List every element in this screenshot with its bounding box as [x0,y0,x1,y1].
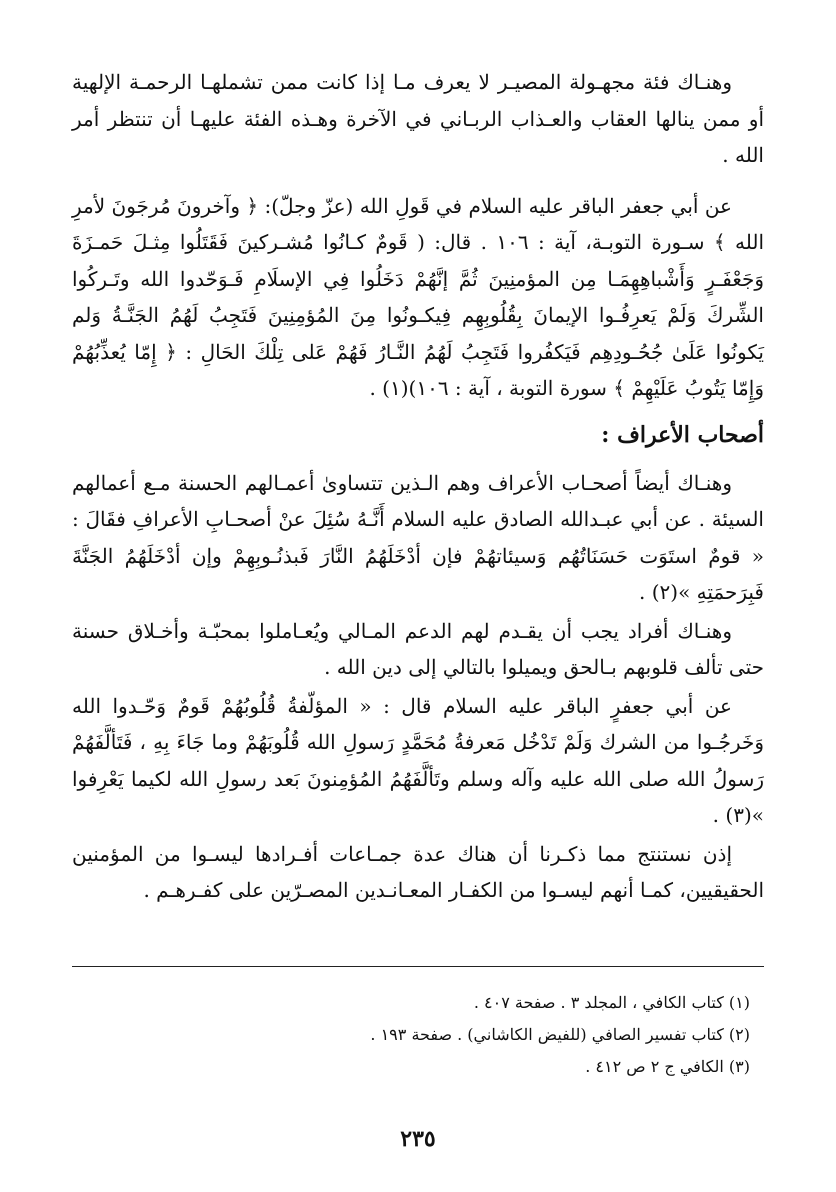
paragraph-muallafa: عن أبي جعفرٍ الباقر عليه السلام قال : « المؤلّفةُ قُلُوبُهُمْ قَومٌ وَحّـدوا الله وَخَرجُـوا من الشرك وَلَمْ تَدْخُل مَعرفةُ مُحَمَّدٍ رَسولِ الله قُلُوبَهُمْ وما جَاءَ بِهِ ، فَتَألَّفَهُمْ رَسولُ الله صلى الله عليه وآله وسلم وتَألَّفَهُمُ المُؤمِنونَ بَعد رسولِ الله لكيما يَعْرِفوا »(٣) . [72,693,764,827]
page-number: ٢٣٥ [400,1126,436,1152]
footnote: (٣) الكافي ج ٢ ص ٤١٢ . [585,1057,750,1076]
paragraph-support: وهنـاك أفراد يجب أن يقـدم لهم الدعم المـالي ويُعـاملوا بمحبّـة وأخـلاق حسنة حتى تألف قلوبهم بـالحق ويميلوا بالتالي إلى دين الله . [72,618,764,679]
footnote: (١) كتاب الكافي ، المجلد ٣ . صفحة ٤٠٧ . [473,993,750,1012]
footnotes [72,966,764,1083]
paragraph-conclusion: إذن نستنتج مما ذكـرنا أن هناك عدة جمـاعات أفـرادها ليسـوا من المؤمنين الحقيقيين، كمـا أنهم ليسـوا من الكفـار المعـانـدين المصـرّين على كفـرهـم . [72,841,764,902]
section-heading: أصحاب الأعراف : [601,421,764,448]
footnote: (٢) كتاب تفسير الصافي (للفيض الكاشاني) . صفحة ١٩٣ . [370,1025,750,1044]
main-text [72,64,764,909]
paragraph-baqir-hadith: عن أبي جعفر الباقر عليه السلام في قَولِ الله (عزّ وجلّ): ﴿ وآخرونَ مُرجَونَ لأمرِ الله ﴾ سـورة التوبـة، آية : ١٠٦ . قال: ( قَومٌ كـانُوا مُشـركينَ فَقَتَلُوا مِثـلَ حَمـزَةَ وَجَعْفَـرٍ وَأَشْباهِهِمَـا مِن المؤمنِينَ ثُمَّ إنَّهُمْ دَخَلُوا فِي الإسلَامِ فَـوَحّدوا الله وتَـركُوا الشِّركَ وَلَمْ يَعرِفُـوا الإيمانَ بِقُلُوبِهِم فِيكـونُوا مِنَ المُؤمِنِينَ فَتَجِبُ لَهُمُ الجَنَّـةُ وَلم يَكونُوا عَلَىٰ جُحُـودِهِم فَيَكفُروا فَتَجِبُ لَهُمُ النَّـارُ فَهُمْ عَلى تِلْكَ الحَالِ : ﴿ إِمّا يُعذِّبُهُمْ وَإِمّا يَتُوبُ عَلَيْهِمْ ﴾ سورة التوبة ، آية : ١٠٦)(١) . [72,193,764,400]
paragraph-araf: وهنـاك أيضاً أصحـاب الأعراف وهم الـذين تتساوىٰ أعمـالهم الحسنة مـع أعمالهم السيئة . عن أبي عبـدالله الصادق عليه السلام أَنَّـهُ سُئِلَ عنْ أصحـابِ الأعرافِ فقَالَ : « قومٌ استَوَت حَسَنَاتُهُم وَسيئاتهُمْ فإن أدْخَلَهُمُ النَّارَ فَبذنُـوبِهِمْ وإن أدْخَلَهُمُ الجَنَّةَ فَبِرَحمَتِهِ »(٢) . [72,470,764,604]
paragraph-uncertain-fate: وهنـاك فئة مجهـولة المصيـر لا يعرف مـا إذا كانت ممن تشملهـا الرحمـة الإلهية أو ممن ينالها العقاب والعـذاب الربـاني في الآخرة وهـذه الفئة عليهـا أن تنتظر أمر الله . [72,70,764,167]
